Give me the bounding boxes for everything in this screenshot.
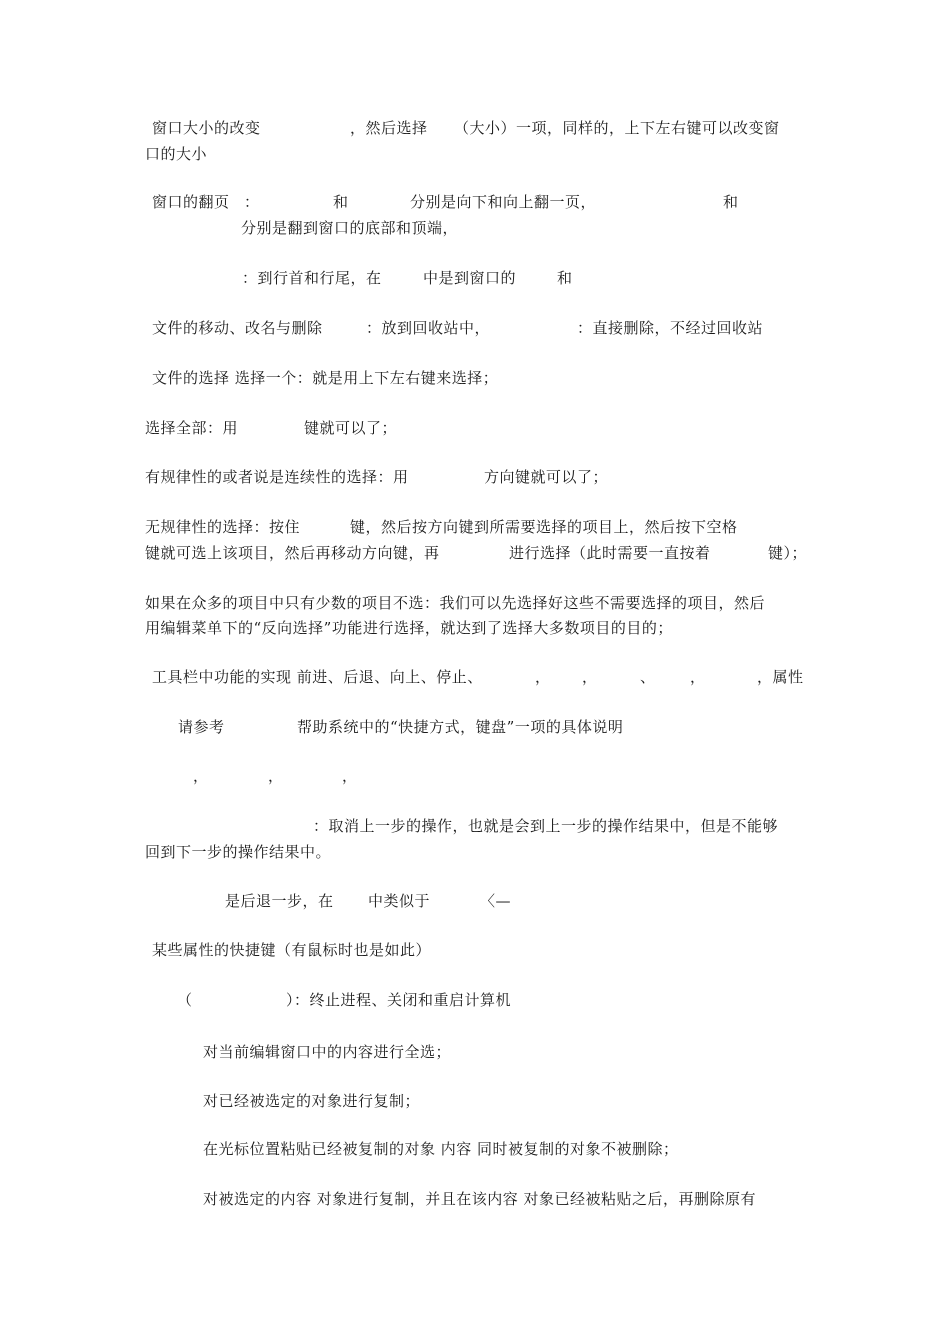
text-line: 帮助系统中的“快捷方式，键盘”一项的具体说明: [297, 718, 624, 736]
text-line: 回到下一步的操作结果中。: [145, 843, 332, 861]
text-line: 窗口的翻页: [152, 193, 230, 211]
text-line: ，: [582, 668, 598, 686]
text-line: 键，然后按方向键到所需要选择的项目上，然后按下空格: [350, 518, 738, 536]
text-line: 对被选定的内容 对象进行复制，并且在该内容 对象已经被粘贴之后，再删除原有: [203, 1190, 757, 1208]
text-line: 如果在众多的项目中只有少数的项目不选：我们可以先选择好这些不需要选择的项目，然后: [145, 594, 766, 612]
text-line: ，: [268, 767, 284, 785]
text-line: 中类似于: [368, 892, 431, 910]
text-line: 工具栏中功能的实现 前进、后退、向上、停止、: [152, 668, 483, 686]
text-line: 选择全部：用: [145, 419, 239, 437]
text-line: 窗口大小的改变: [152, 119, 261, 137]
text-line: ，然后选择: [350, 119, 428, 137]
text-line: 和: [557, 269, 573, 287]
text-line: ：放到回收站中，: [366, 319, 491, 337]
text-line: 无规律性的选择：按住: [145, 518, 301, 536]
text-line: 文件的移动、改名与删除: [152, 319, 323, 337]
text-line: 某些属性的快捷键（有鼠标时也是如此）: [152, 941, 432, 959]
text-line: ：取消上一步的操作，也就是会到上一步的操作结果中，但是不能够: [313, 817, 779, 835]
text-line: 键就可选上该项目，然后再移动方向键，再: [145, 544, 440, 562]
text-line: 口的大小: [145, 145, 208, 163]
text-line: 有规律性的或者说是连续性的选择：用: [145, 468, 409, 486]
text-line: 方向键就可以了；: [484, 468, 609, 486]
text-line: 和: [333, 193, 349, 211]
text-line: ，: [342, 767, 358, 785]
text-line: ，属性: [757, 668, 804, 686]
text-line: （: [177, 991, 193, 1009]
text-line: 键）；: [768, 544, 808, 562]
text-line: 〈—: [480, 892, 512, 910]
text-line: 分别是翻到窗口的底部和顶端，: [241, 219, 459, 237]
text-line: 在光标位置粘贴已经被复制的对象 内容 同时被复制的对象不被删除；: [203, 1140, 679, 1158]
text-line: （大小）一项，同样的，上下左右键可以改变窗: [454, 119, 780, 137]
text-line: ：直接删除，不经过回收站: [577, 319, 764, 337]
text-line: ）：终止进程、关闭和重启计算机: [286, 991, 512, 1009]
text-line: 对已经被选定的对象进行复制；: [203, 1092, 421, 1110]
text-line: 中是到窗口的: [423, 269, 517, 287]
text-line: 请参考: [178, 718, 225, 736]
text-line: ，: [193, 767, 209, 785]
text-line: 和: [723, 193, 739, 211]
text-line: 用编辑菜单下的“反向选择”功能进行选择，就达到了选择大多数项目的目的；: [145, 619, 673, 637]
text-line: ，: [535, 668, 551, 686]
text-line: 分别是向下和向上翻一页，: [410, 193, 597, 211]
text-line: 对当前编辑窗口中的内容进行全选；: [203, 1043, 452, 1061]
text-line: ：: [244, 193, 260, 211]
text-line: 文件的选择 选择一个：就是用上下左右键来选择；: [152, 369, 499, 387]
text-line: ，: [690, 668, 706, 686]
text-line: 进行选择（此时需要一直按着: [509, 544, 711, 562]
text-line: 、: [640, 668, 656, 686]
text-line: 是后退一步，在: [225, 892, 334, 910]
text-line: ：到行首和行尾，在: [242, 269, 382, 287]
text-line: 键就可以了；: [304, 419, 398, 437]
